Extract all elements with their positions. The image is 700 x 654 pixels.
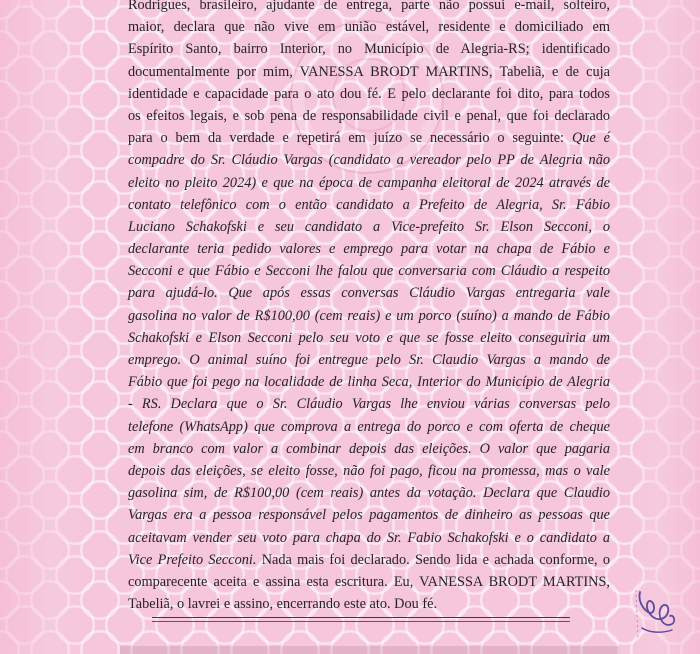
text-line [128,371,610,393]
text-segment: para o bem da verdade e repetirá em juízo se necessário o seguinte: [128,130,572,147]
italic-text-segment: em branco com valor a combinar depois das eleições. O valor que pagaria [128,440,610,457]
text-line [128,260,610,282]
italic-text-segment: gasolina sim, de R$100,00 (cem reais) antes da votação. Declara que Claudio [128,485,610,502]
text-line [128,571,610,593]
italic-text-segment: compadre do Sr. Cláudio Vargas (candidato a vereador pelo PP de Alegria não [128,152,610,169]
italic-text-segment: Secconi e que Fábio e Secconi lhe falou que conversaria com Cláudio a respeito [128,263,610,280]
signature-line-underscore [152,621,570,622]
italic-text-segment: Luciano Schakofski e seu candidato a Vice-prefeito Sr. Elson Secconi, o [128,218,610,235]
text-line [128,83,610,105]
text-segment: os efeitos legais, e sob pena de responsabilidade civil e penal, que foi declarado [128,107,610,124]
text-segment: Espírito Santo, bairro Interior, no Município de Alegria-RS; identificado [128,41,610,58]
italic-text-segment: emprego. O animal suíno foi entregue pelo Sr. Claudio Vargas a mando de [128,352,610,368]
italic-text-segment: Schakofski e Elson Secconi pelo seu voto e que se fosse eleito conseguiria um [128,329,610,346]
handwritten-initials-icon [632,584,680,640]
left-security-border [0,0,86,654]
text-line [128,416,610,438]
text-line [128,527,610,549]
text-line [128,393,610,415]
text-segment: Tabeliã, o lavrei e assino, encerrando este ato. Dou fé. [128,596,438,613]
text-line [128,105,610,127]
text-segment: Nada mais foi declarado. Sendo lida e achada conforme, o [256,551,610,568]
italic-text-segment: aceitavam vender seu voto para chapa do Sr. Fabio Schakofski e o candidato a [128,529,610,546]
text-line [128,460,610,482]
text-line [128,61,610,83]
right-security-border [630,0,700,654]
italic-text-segment: para ajudá-lo. Que após essas conversas Cláudio Vargas entregaria vale [128,285,610,302]
text-line [128,593,610,615]
text-line [128,216,610,238]
text-line [128,305,610,327]
italic-text-segment: Vargas era a pessoa responsável pelos pagamentos de dinheiro as pessoas que [128,507,610,524]
declaration-text [128,0,610,615]
text-line [128,38,610,60]
text-line [128,327,610,349]
text-line [128,349,610,371]
text-segment: identidade e capacidade para o ato dou fé. E pelo declarante foi dito, para todos [128,85,610,102]
text-line [128,194,610,216]
italic-text-segment: declarante teria pedido valores e emprego para votar na chapa de Fábio e [128,241,610,258]
text-segment: maior, declara que não vive em união estável, residente e domiciliado em [128,19,610,36]
text-line [128,549,610,571]
italic-text-segment: eleito no pleito 2024) e que na época de campanha eleitoral de 2024 através de [128,174,610,191]
text-line [128,504,610,526]
text-line [128,16,610,38]
page-bottom-edge [120,646,620,654]
italic-text-segment: gasolina no valor de R$100,00 (cem reais) e um porco (suíno) a mando de Fábio [128,307,610,324]
italic-text-segment: Vice Prefeito Secconi. [128,551,257,568]
italic-text-segment: telefone (WhatsApp) que comprova a entrega do porco e com oferta de cheque [128,418,610,435]
text-segment: documentalmente por mim, VANESSA BRODT MARTINS, Tabeliã, e de cuja [128,63,610,80]
italic-text-segment: - RS. Declara que o Sr. Cláudio Vargas lhe enviou várias conversas pelo [128,396,610,413]
text-line [128,238,610,260]
text-line [128,438,610,460]
text-line [128,0,610,16]
text-segment: comparecente aceita e assina esta escritura. Eu, VANESSA BRODT MARTINS, [128,573,610,590]
signature-line [152,617,570,618]
text-line [128,127,610,149]
italic-text-segment: Fábio que foi pego na localidade de linha Seca, Interior do Município de Alegria [128,374,610,391]
text-line [128,282,610,304]
italic-text-segment: depois das eleições, se eleito fosse, não foi pago, ficou na promessa, mas o vale [128,462,610,479]
italic-text-segment: contato telefônico com o então candidato a Prefeito de Alegria, Sr. Fábio [128,196,610,213]
italic-text-segment: Que é [571,130,610,147]
text-line [128,482,610,504]
text-line [128,149,610,171]
text-segment: Rodrigues, brasileiro, ajudante de entrega, parte não possui e-mail, solteiro, [128,0,610,13]
text-line [128,172,610,194]
